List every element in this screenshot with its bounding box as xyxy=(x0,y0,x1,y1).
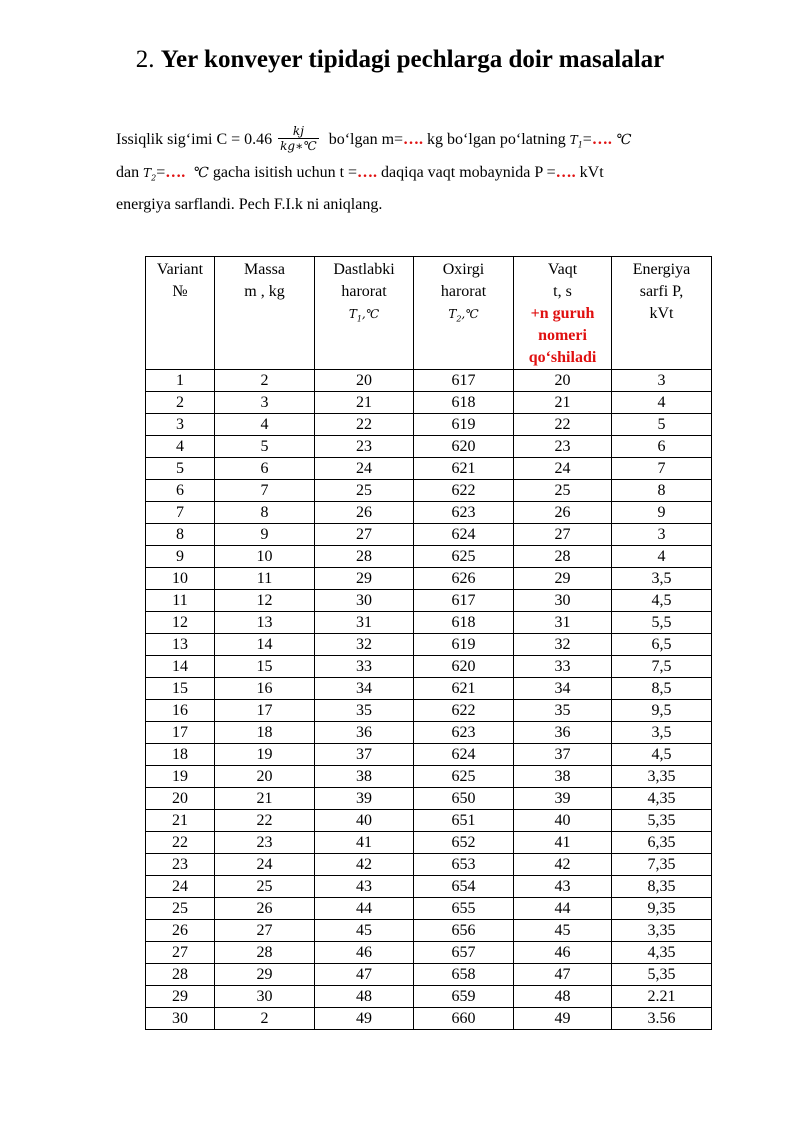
problem-text: kg bo‘lgan po‘latning xyxy=(423,131,570,149)
table-cell: 655 xyxy=(414,898,514,920)
table-cell: 47 xyxy=(514,964,612,986)
table-cell: 9,5 xyxy=(612,700,712,722)
table-cell: 7 xyxy=(146,502,215,524)
header-massa: Massa m , kg xyxy=(215,257,315,370)
problem-text: Issiqlik sig‘imi C = 0.46 xyxy=(116,131,273,149)
table-cell: 19 xyxy=(146,766,215,788)
table-cell: 46 xyxy=(315,942,414,964)
table-cell: 660 xyxy=(414,1008,514,1030)
table-row xyxy=(146,568,712,590)
t2-symbol: $T_2$ xyxy=(143,165,157,182)
table-cell: 653 xyxy=(414,854,514,876)
table-cell: 3 xyxy=(215,392,315,414)
table-cell: 652 xyxy=(414,832,514,854)
header-dastlabki: Dastlabki harorat $T_1,℃$ xyxy=(315,257,414,370)
table-row xyxy=(146,612,712,634)
celsius-unit: ℃ xyxy=(193,164,209,181)
table-cell: 38 xyxy=(514,766,612,788)
problem-text: dan xyxy=(116,163,144,181)
table-cell: 3,35 xyxy=(612,920,712,942)
table-cell: 40 xyxy=(315,810,414,832)
table-cell: 35 xyxy=(315,700,414,722)
table-cell: 626 xyxy=(414,568,514,590)
table-cell: 30 xyxy=(215,986,315,1008)
table-cell: 624 xyxy=(414,744,514,766)
table-cell: 22 xyxy=(215,810,315,832)
table-cell: 11 xyxy=(215,568,315,590)
table-cell: 49 xyxy=(315,1008,414,1030)
table-cell: 3 xyxy=(146,414,215,436)
table-cell: 30 xyxy=(514,590,612,612)
table-cell: 9 xyxy=(612,502,712,524)
fraction-denominator: kg∗℃ xyxy=(280,139,317,153)
table-cell: 11 xyxy=(146,590,215,612)
table-cell: 17 xyxy=(215,700,315,722)
table-cell: 32 xyxy=(315,634,414,656)
table-cell: 620 xyxy=(414,436,514,458)
table-cell: 42 xyxy=(514,854,612,876)
table-row xyxy=(146,502,712,524)
table-cell: 20 xyxy=(215,766,315,788)
problem-text: bo‘lgan m= xyxy=(328,131,404,149)
table-row xyxy=(146,656,712,678)
table-cell: 14 xyxy=(146,656,215,678)
table-cell: 12 xyxy=(146,612,215,634)
table-cell: 40 xyxy=(514,810,612,832)
blank-dots: …. xyxy=(591,131,612,149)
table-cell: 14 xyxy=(215,634,315,656)
table-cell: 658 xyxy=(414,964,514,986)
table-cell: 47 xyxy=(315,964,414,986)
table-cell: 622 xyxy=(414,700,514,722)
table-cell: 9 xyxy=(215,524,315,546)
header-vaqt: Vaqt t, s +n guruh nomeri qo‘shiladi xyxy=(514,257,612,370)
table-row xyxy=(146,986,712,1008)
table-cell: 25 xyxy=(146,898,215,920)
table-cell: 22 xyxy=(315,414,414,436)
table-cell: 28 xyxy=(315,546,414,568)
table-row xyxy=(146,876,712,898)
table-cell: 4,35 xyxy=(612,942,712,964)
table-cell: 34 xyxy=(315,678,414,700)
table-cell: 17 xyxy=(146,722,215,744)
table-row xyxy=(146,392,712,414)
table-cell: 1 xyxy=(146,370,215,392)
table-cell: 41 xyxy=(514,832,612,854)
table-cell: 9 xyxy=(146,546,215,568)
table-cell: 43 xyxy=(315,876,414,898)
table-row xyxy=(146,920,712,942)
table-cell: 37 xyxy=(514,744,612,766)
table-cell: 617 xyxy=(414,590,514,612)
table-row xyxy=(146,700,712,722)
table-cell: 651 xyxy=(414,810,514,832)
table-cell: 37 xyxy=(315,744,414,766)
table-cell: 8 xyxy=(215,502,315,524)
table-row xyxy=(146,458,712,480)
table-cell: 39 xyxy=(315,788,414,810)
table-cell: 15 xyxy=(146,678,215,700)
problem-text: energiya sarflandi. Pech F.I.k ni aniqlang. xyxy=(116,195,383,213)
table-cell: 9,35 xyxy=(612,898,712,920)
table-cell: 27 xyxy=(514,524,612,546)
table-cell: 8 xyxy=(612,480,712,502)
table-cell: 18 xyxy=(215,722,315,744)
table-cell: 3.56 xyxy=(612,1008,712,1030)
table-row xyxy=(146,898,712,920)
table-cell: 4 xyxy=(215,414,315,436)
table-cell: 26 xyxy=(146,920,215,942)
table-cell: 24 xyxy=(215,854,315,876)
table-cell: 622 xyxy=(414,480,514,502)
table-cell: 625 xyxy=(414,766,514,788)
blank-dots: …. xyxy=(555,163,576,181)
table-cell: 20 xyxy=(146,788,215,810)
table-row xyxy=(146,964,712,986)
table-cell: 32 xyxy=(514,634,612,656)
variants-table xyxy=(145,256,712,1030)
table-row xyxy=(146,942,712,964)
equals: = xyxy=(582,131,592,149)
table-cell: 620 xyxy=(414,656,514,678)
table-cell: 4,35 xyxy=(612,788,712,810)
table-cell: 7,35 xyxy=(612,854,712,876)
table-cell: 7,5 xyxy=(612,656,712,678)
table-cell: 38 xyxy=(315,766,414,788)
table-cell: 31 xyxy=(514,612,612,634)
problem-text: daqiqa vaqt mobaynida P = xyxy=(377,163,556,181)
table-cell: 6,5 xyxy=(612,634,712,656)
table-cell: 21 xyxy=(146,810,215,832)
fraction-numerator: kj xyxy=(278,124,319,139)
table-cell: 5,35 xyxy=(612,964,712,986)
table-cell: 6 xyxy=(612,436,712,458)
table-cell: 27 xyxy=(315,524,414,546)
table-cell: 623 xyxy=(414,722,514,744)
table-cell: 6 xyxy=(215,458,315,480)
header-variant: Variant № xyxy=(146,257,215,370)
table-cell: 31 xyxy=(315,612,414,634)
table-cell: 3,5 xyxy=(612,722,712,744)
table-cell: 36 xyxy=(514,722,612,744)
table-cell: 18 xyxy=(146,744,215,766)
table-cell: 35 xyxy=(514,700,612,722)
table-cell: 2 xyxy=(215,370,315,392)
table-cell: 5 xyxy=(146,458,215,480)
table-cell: 3 xyxy=(612,370,712,392)
header-energiya: Energiya sarfi P, kVt xyxy=(612,257,712,370)
table-cell: 7 xyxy=(612,458,712,480)
table-cell: 8,35 xyxy=(612,876,712,898)
table-cell: 29 xyxy=(514,568,612,590)
table-cell: 654 xyxy=(414,876,514,898)
table-cell: 44 xyxy=(514,898,612,920)
table-cell: 623 xyxy=(414,502,514,524)
table-row xyxy=(146,766,712,788)
table-cell: 24 xyxy=(514,458,612,480)
table-row xyxy=(146,678,712,700)
table-cell: 5 xyxy=(612,414,712,436)
table-cell: 621 xyxy=(414,458,514,480)
table-cell: 25 xyxy=(215,876,315,898)
table-row xyxy=(146,810,712,832)
table-cell: 45 xyxy=(514,920,612,942)
table-cell: 49 xyxy=(514,1008,612,1030)
page-title xyxy=(0,46,800,74)
table-row xyxy=(146,414,712,436)
header-oxirgi: Oxirgi harorat $T_2,℃$ xyxy=(414,257,514,370)
table-cell: 29 xyxy=(315,568,414,590)
table-cell: 36 xyxy=(315,722,414,744)
table-row xyxy=(146,634,712,656)
table-cell: 8 xyxy=(146,524,215,546)
table-cell: 24 xyxy=(146,876,215,898)
table-cell: 23 xyxy=(315,436,414,458)
table-cell: 6 xyxy=(146,480,215,502)
table-cell: 28 xyxy=(514,546,612,568)
table-cell: 5 xyxy=(215,436,315,458)
table-cell: 22 xyxy=(146,832,215,854)
table-cell: 618 xyxy=(414,612,514,634)
table-cell: 8,5 xyxy=(612,678,712,700)
table-cell: 2 xyxy=(215,1008,315,1030)
table-cell: 4 xyxy=(612,546,712,568)
table-cell: 5,5 xyxy=(612,612,712,634)
table-cell: 3 xyxy=(612,524,712,546)
table-cell: 21 xyxy=(315,392,414,414)
table-cell: 27 xyxy=(215,920,315,942)
table-row xyxy=(146,832,712,854)
unit-fraction xyxy=(278,124,319,153)
table-cell: 10 xyxy=(146,568,215,590)
table-cell: 21 xyxy=(514,392,612,414)
table-row xyxy=(146,546,712,568)
table-row xyxy=(146,480,712,502)
table-cell: 29 xyxy=(215,964,315,986)
table-cell: 29 xyxy=(146,986,215,1008)
section-title: Yer konveyer tipidagi pechlarga doir masalalar xyxy=(160,46,665,73)
table-row xyxy=(146,744,712,766)
table-row xyxy=(146,788,712,810)
table-cell: 13 xyxy=(215,612,315,634)
table-cell: 26 xyxy=(514,502,612,524)
table-cell: 41 xyxy=(315,832,414,854)
table-cell: 619 xyxy=(414,634,514,656)
table-cell: 26 xyxy=(315,502,414,524)
table-cell: 23 xyxy=(514,436,612,458)
table-cell: 2 xyxy=(146,392,215,414)
table-cell: 23 xyxy=(146,854,215,876)
table-cell: 24 xyxy=(315,458,414,480)
table-cell: 625 xyxy=(414,546,514,568)
table-cell: 39 xyxy=(514,788,612,810)
problem-text: kVt xyxy=(575,163,604,181)
table-cell: 45 xyxy=(315,920,414,942)
table-cell: 34 xyxy=(514,678,612,700)
problem-text: gacha isitish uchun t = xyxy=(208,163,358,181)
problem-statement xyxy=(116,126,716,218)
table-cell: 48 xyxy=(514,986,612,1008)
table-cell: 2.21 xyxy=(612,986,712,1008)
table-cell: 624 xyxy=(414,524,514,546)
table-cell: 25 xyxy=(514,480,612,502)
table-cell: 28 xyxy=(146,964,215,986)
t1-symbol: $T_1$ xyxy=(569,133,583,150)
section-number: 2. xyxy=(135,46,155,73)
table-cell: 618 xyxy=(414,392,514,414)
table-row xyxy=(146,590,712,612)
table-cell: 657 xyxy=(414,942,514,964)
table-cell: 10 xyxy=(215,546,315,568)
table-cell: 3,5 xyxy=(612,568,712,590)
table-cell: 30 xyxy=(315,590,414,612)
table-row xyxy=(146,524,712,546)
table-cell: 20 xyxy=(315,370,414,392)
table-cell: 30 xyxy=(146,1008,215,1030)
table-row xyxy=(146,854,712,876)
table-cell: 12 xyxy=(215,590,315,612)
table-cell: 46 xyxy=(514,942,612,964)
table-cell: 656 xyxy=(414,920,514,942)
table-cell: 25 xyxy=(315,480,414,502)
table-cell: 44 xyxy=(315,898,414,920)
table-row xyxy=(146,1008,712,1030)
table-header-row xyxy=(146,257,712,370)
table-cell: 16 xyxy=(215,678,315,700)
table-cell: 4,5 xyxy=(612,744,712,766)
table-cell: 13 xyxy=(146,634,215,656)
table-cell: 6,35 xyxy=(612,832,712,854)
table-cell: 42 xyxy=(315,854,414,876)
table-cell: 33 xyxy=(514,656,612,678)
table-cell: 617 xyxy=(414,370,514,392)
table-cell: 650 xyxy=(414,788,514,810)
table-cell: 659 xyxy=(414,986,514,1008)
table-body xyxy=(146,370,712,1030)
table-cell: 5,35 xyxy=(612,810,712,832)
table-cell: 48 xyxy=(315,986,414,1008)
table-cell: 619 xyxy=(414,414,514,436)
table-cell: 21 xyxy=(215,788,315,810)
table-cell: 19 xyxy=(215,744,315,766)
table-cell: 33 xyxy=(315,656,414,678)
table-cell: 621 xyxy=(414,678,514,700)
table-cell: 26 xyxy=(215,898,315,920)
table-row xyxy=(146,370,712,392)
table-cell: 15 xyxy=(215,656,315,678)
blank-dots: …. xyxy=(403,131,424,149)
table-row xyxy=(146,436,712,458)
table-row xyxy=(146,722,712,744)
table-cell: 20 xyxy=(514,370,612,392)
table-cell: 4 xyxy=(612,392,712,414)
equals: = xyxy=(156,163,166,181)
blank-dots: …. xyxy=(165,163,186,181)
table-cell: 28 xyxy=(215,942,315,964)
table-cell: 43 xyxy=(514,876,612,898)
table-cell: 27 xyxy=(146,942,215,964)
table-cell: 4 xyxy=(146,436,215,458)
table-cell: 4,5 xyxy=(612,590,712,612)
blank-dots: …. xyxy=(357,163,378,181)
table-cell: 16 xyxy=(146,700,215,722)
table-cell: 23 xyxy=(215,832,315,854)
celsius-unit: ℃ xyxy=(615,132,632,149)
table-cell: 7 xyxy=(215,480,315,502)
table-cell: 3,35 xyxy=(612,766,712,788)
table-cell: 22 xyxy=(514,414,612,436)
